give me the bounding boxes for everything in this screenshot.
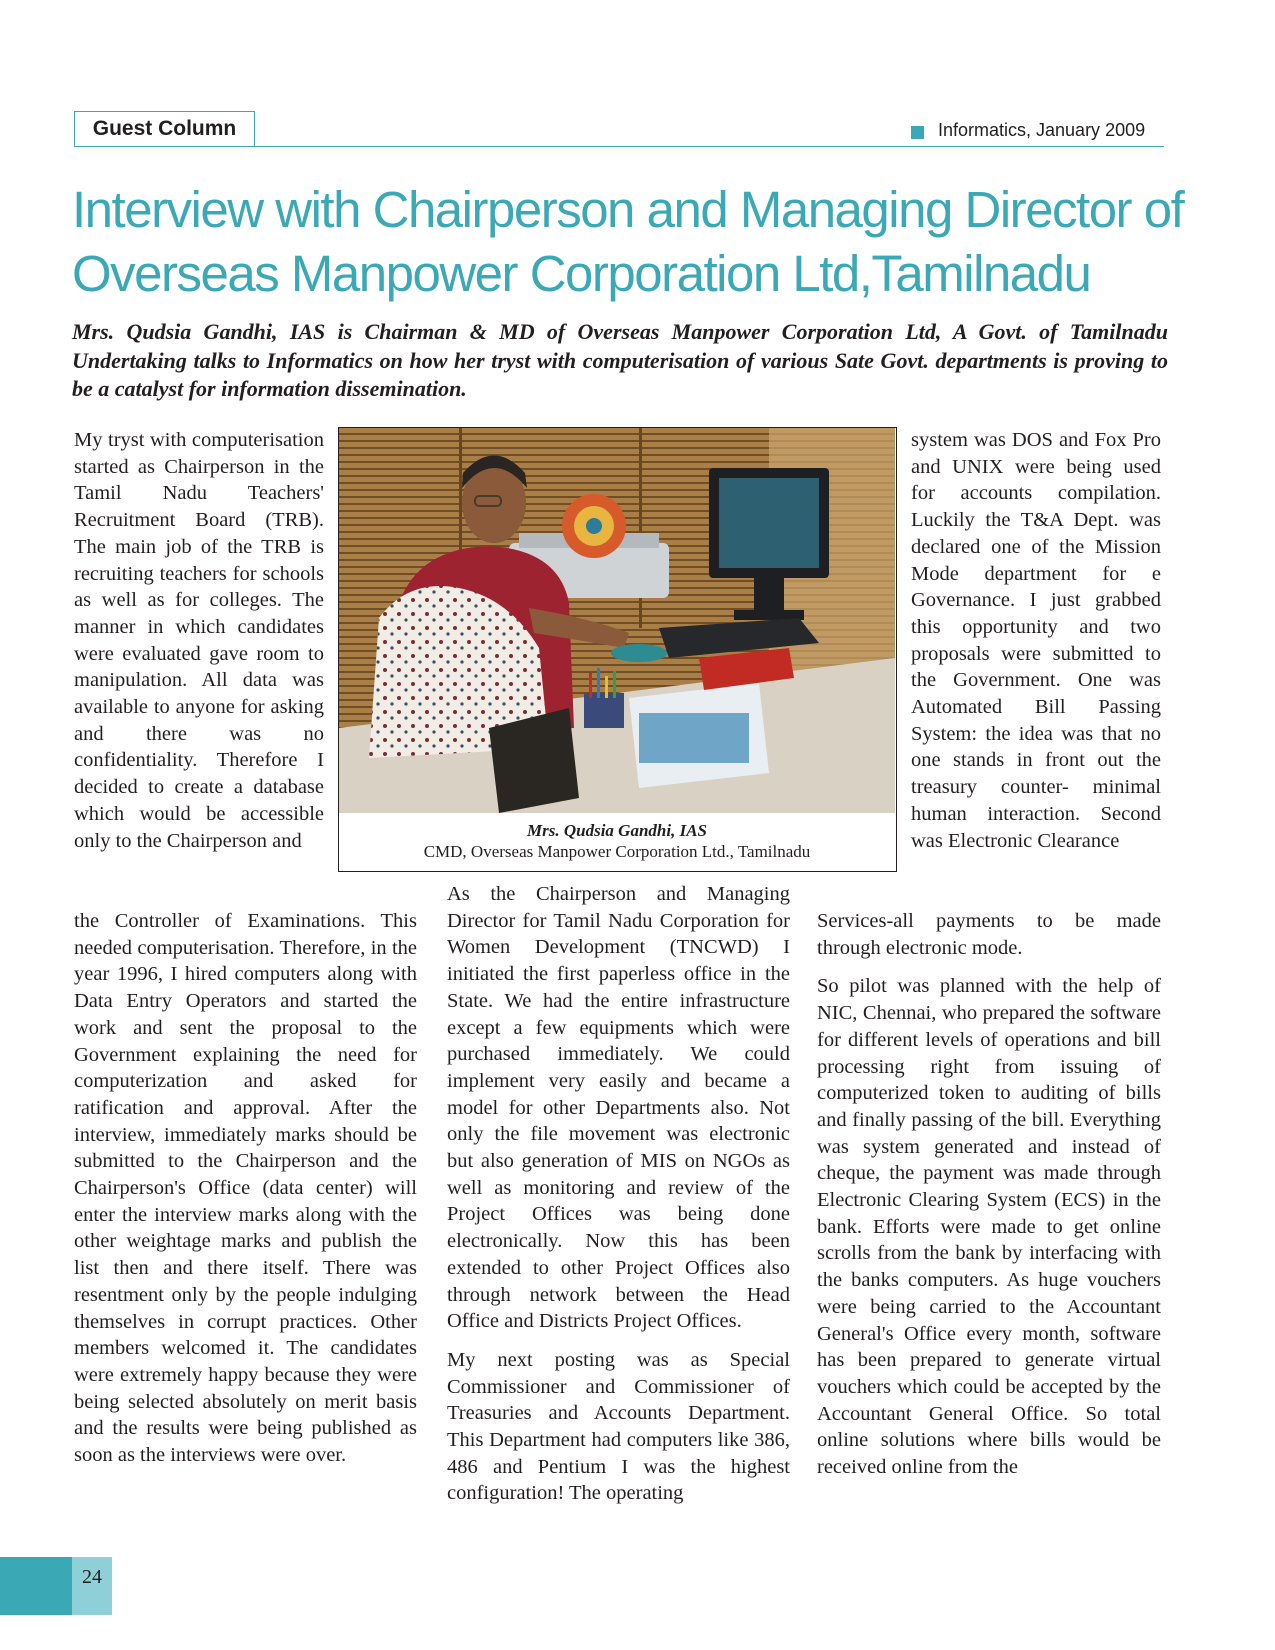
caption-title: CMD, Overseas Manpower Corporation Ltd., Tamilnadu [423, 842, 811, 861]
article-title-line-1: Interview with Chairperson and Managing Director of [72, 181, 1184, 238]
footer-accent-bar [0, 1557, 72, 1615]
publication-issue: Informatics, January 2009 [938, 120, 1146, 140]
column-3-bottom [817, 908, 1161, 1481]
caption-name: Mrs. Qudsia Gandhi, IAS [527, 821, 707, 840]
body-paragraph: My tryst with computerisation started as Chairperson in the Tamil Nadu Teachers' Recruitment Board (TRB). The main job of the TRB is recruiting teachers for schools as well as for colleges. The manner in which candidates were evaluated gave room to manipulation. All data was available to anyone for asking and there was no confidentiality. Therefore I decided to create a database which would be accessible only to the Chairperson and [74, 429, 324, 852]
body-paragraph: Services-all payments to be made through electronic mode. [817, 910, 1161, 959]
section-tag: Guest Column [74, 111, 255, 147]
column-1-bottom [74, 908, 417, 1469]
article-title-line-2: Overseas Manpower Corporation Ltd,Tamilnadu [72, 245, 1091, 302]
publication-marker-icon [911, 126, 924, 139]
article-title [72, 178, 1184, 306]
body-paragraph: As the Chairperson and Managing Director for Tamil Nadu Corporation for Women Development (TNCWD) I initiated the first paperless office in the State. We had the entire infrastructure except a few equipments which were purchased immediately. We could implement very easily and became a model for other Departments also. Not only the file movement was electronic but also generation of MIS on NGOs as well as monitoring and review of the Project Offices was being done electronically. Now this has been extended to other Project Offices also through network between the Head Office and Districts Project Offices. [447, 883, 790, 1333]
body-paragraph: system was DOS and Fox Pro and UNIX were being used for accounts compilation. Luckily the T&A Dept. was declared one of the Mission Mode department for e Governance. I just grabbed this opportunity and two proposals were submitted to the Government. One was Automated Bill Passing System: the idea was that no one stands in front out the treasury counter- minimal human interaction. Second was Electronic Clearance [911, 429, 1161, 852]
portrait-photo [339, 428, 895, 813]
column-2 [447, 881, 790, 1507]
photo-caption [339, 820, 895, 862]
photo-frame [338, 427, 897, 872]
column-3-top [911, 427, 1161, 854]
header-rule [255, 146, 1164, 147]
column-1-top [74, 427, 324, 854]
page-number: 24 [82, 1565, 102, 1588]
body-paragraph: the Controller of Examinations. This needed computerisation. Therefore, in the year 1996, I hired computers along with Data Entry Operators and started the work and sent the proposal to the Government explaining the need for computerization and asked for ratification and approval. After the interview, immediately marks should be submitted to the Chairperson and the Chairperson's Office (data center) will enter the interview marks along with the other weightage marks and publish the list then and there itself. There was resentment only by the people indulging themselves in corrupt practices. Other members welcomed it. The candidates were extremely happy because they were being selected absolutely on merit basis and the results were being published as soon as the interviews were over. [74, 910, 417, 1467]
body-paragraph: My next posting was as Special Commissioner and Commissioner of Treasuries and Accounts Department. This Department had computers like 386, 486 and Pentium I was the highest configuration! The operating [447, 1348, 790, 1505]
body-paragraph: So pilot was planned with the help of NIC, Chennai, who prepared the software for different levels of operations and bill processing right from issuing of computerized token to auditing of bills and finally passing of the bill. Everything was system generated and instead of cheque, the payment was made through Electronic Clearing System (ECS) in the bank. Efforts were made to get online scrolls from the bank by interfacing with the banks computers. As huge vouchers were being carried to the Accountant General's Office every month, software has been prepared to generate virtual vouchers which could be accepted by the Accountant General Office. So total online solutions where bills would be received online from the [817, 975, 1161, 1479]
article-dek: Mrs. Qudsia Gandhi, IAS is Chairman & MD of Overseas Manpower Corporation Ltd, A Govt. of Tamilnadu Undertaking talks to Informatics on how her tryst with computerisation of various Sate Govt. departments is proving to be a catalyst for information dissemination. [72, 319, 1168, 401]
